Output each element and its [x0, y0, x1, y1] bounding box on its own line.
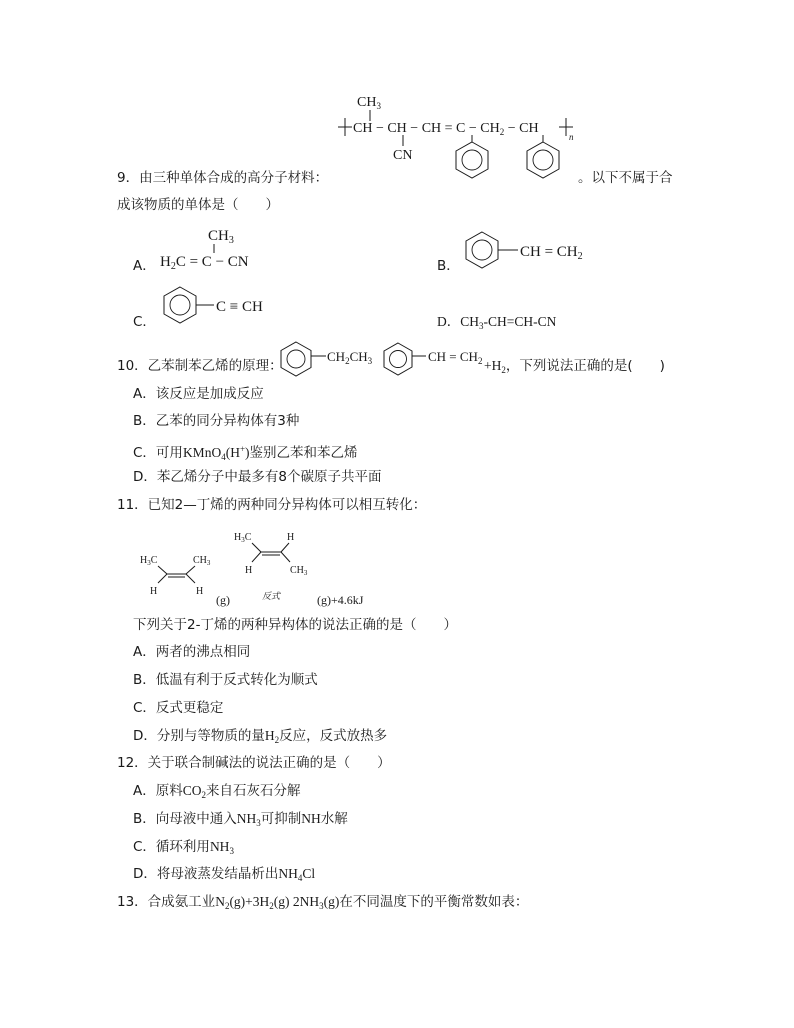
q9-opt-b-label: B．: [437, 258, 460, 274]
q11-stem: 11．已知2—丁烯的两种同分异构体可以相互转化：: [117, 497, 427, 513]
q10-opt-a: A．该反应是加成反应: [133, 386, 264, 402]
svg-text:CH2CH3: $CH_2CH_3$: [327, 349, 373, 366]
q10-opt-b: B．乙苯的同分异构体有3种: [133, 413, 300, 429]
q11-opt-c: C．反式更稳定: [133, 700, 224, 716]
polymer-cn: CN: [393, 148, 413, 163]
svg-text:H2C = C − CN: $H_2C = C$ − CN: [160, 254, 249, 272]
q13-stem: 13．合成氨工业$N_2(g)+3H_2(g)$ $2NH_3(g)$在不同温度下的平衡常数如表：: [117, 894, 529, 911]
polymer-ch3: $CH_3$: [357, 95, 381, 111]
q11-opt-a: A．两者的沸点相同: [133, 644, 251, 660]
q11-question: 下列关于2-丁烯的两种异构体的说法正确的是（ ）: [133, 617, 457, 633]
svg-text:CH3: $CH_3$: [193, 555, 211, 567]
q10-stem-a: 10．乙苯制苯乙烯的原理：: [117, 358, 283, 374]
q11-opt-d: D．分别与等物质的量$H_2$反应，反式放热多: [133, 728, 388, 745]
q12-opt-b: B．向母液中通入$NH_3$可抑制NH水解: [133, 811, 348, 828]
q9-opt-c-label: C．: [133, 314, 156, 330]
q10-stem-b: $+H_2$，下列说法正确的是( ): [484, 358, 665, 375]
svg-text:CH = CH2: CH = $CH_2$: [520, 244, 583, 262]
svg-text:反式: 反式: [262, 591, 281, 601]
q12-stem: 12．关于联合制碱法的说法正确的是（ ）: [117, 755, 391, 771]
svg-text:H: H: [287, 532, 295, 543]
svg-text:(g)+4.6kJ: (g)+4.6kJ: [317, 593, 364, 607]
q9-stem-b: 。以下不属于合: [578, 170, 673, 186]
q11-opt-b: B．低温有利于反式转化为顺式: [133, 672, 318, 688]
svg-text:H3C: $H_3C$: [140, 555, 158, 567]
polymer-chain: CH − CH − CH = $C - CH_2$ − CH: [353, 121, 539, 137]
svg-text:CH3: $CH_3$: [290, 565, 308, 577]
svg-text:C ≡ CH: C ≡ CH: [216, 299, 263, 315]
q9-opt-d: D．$CH_3-CH=CH-CN$: [437, 314, 557, 331]
q9-stem-c: 成该物质的单体是（ ）: [117, 197, 279, 213]
q10-opt-c: C．可用KMnO$_4$(H+)鉴别乙苯和苯乙烯: [133, 444, 358, 462]
svg-text:H: H: [150, 586, 158, 597]
q12-opt-a: A．原料$CO_2$来自石灰石分解: [133, 783, 301, 800]
svg-text:(g): (g): [216, 593, 230, 607]
svg-text:H: H: [245, 565, 253, 576]
svg-text:CH3: $CH_3$: [208, 228, 234, 246]
svg-text:CH = CH2: CH = $CH_2$: [428, 349, 483, 366]
polymer-n: n: [569, 132, 574, 142]
q9-opt-a-label: A．: [133, 258, 156, 274]
q10-opt-d: D．苯乙烯分子中最多有8个碳原子共平面: [133, 469, 382, 485]
svg-text:H3C: $H_3C$: [234, 532, 252, 544]
q12-opt-c: C．循环利用$NH_3$: [133, 839, 234, 856]
q9-stem-a: 9．由三种单体合成的高分子材料：: [117, 170, 329, 186]
svg-text:H: H: [196, 586, 204, 597]
q12-opt-d: D．将母液蒸发结晶析出$NH_4Cl$: [133, 866, 316, 883]
